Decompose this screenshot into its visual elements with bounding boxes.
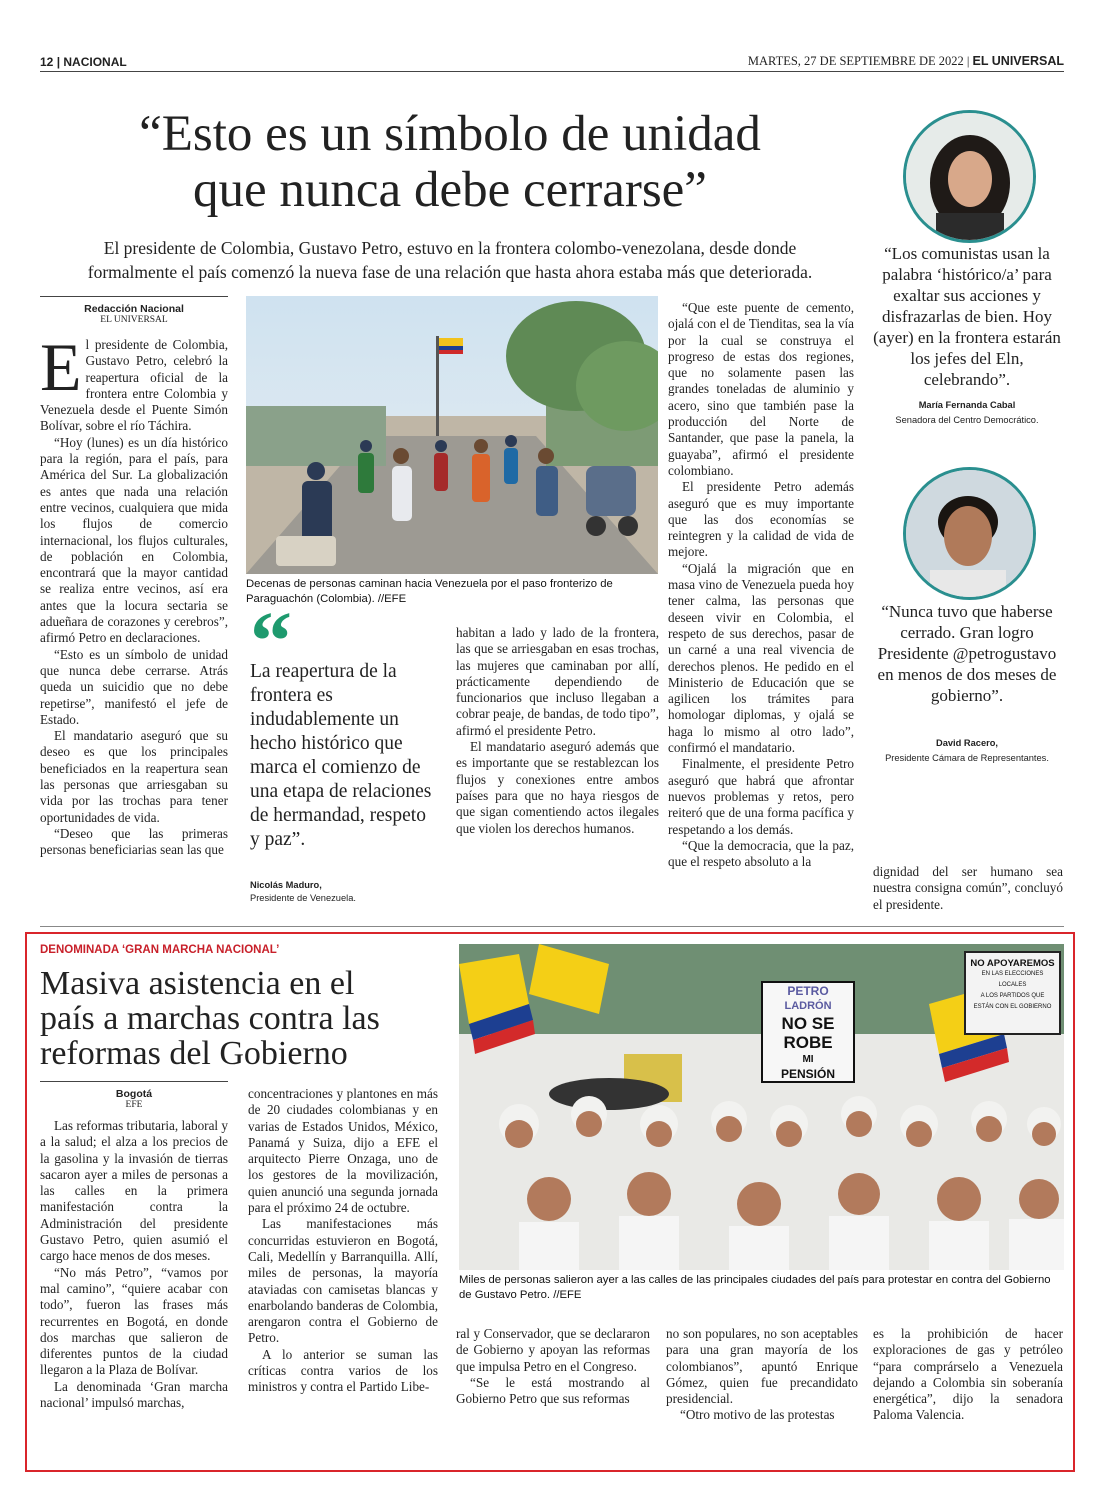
bottom-col-4 — [666, 1326, 858, 1432]
paper-name: EL UNIVERSAL — [972, 54, 1064, 68]
portrait-racero-illustration — [906, 470, 1033, 597]
top-col-1 — [40, 337, 228, 912]
sidebar-quote-2-name: David Racero, — [935, 738, 998, 748]
bottom-byline-city: Bogotá — [115, 1088, 153, 1100]
sidebar-quote-2: “Nunca tuvo que haberse cerrado. Gran logro Presidente @petrogustavo en menos de dos meses de gobierno”. — [877, 602, 1057, 705]
sign2-line-2: EN LAS ELECCIONES LOCALES — [981, 971, 1044, 988]
sign1-line-4: ROBE — [783, 1033, 833, 1052]
byline-org: EL UNIVERSAL — [100, 315, 168, 325]
sign1-line-6: PENSIÓN — [780, 1067, 835, 1081]
dek-line-2: formalmente el país comenzó la nueva fase de una relación que hasta ahora estaba más que deteriorada. — [87, 262, 813, 282]
bottom-col5-paragraph-1: es la prohibición de hacer exploraciones de gas y petróleo “para comprárselo a Venezuela dejando a Colombia sin soberanía energética”, dijo la senadora Paloma Valencia. — [873, 1326, 1063, 1423]
bottom-col3-paragraph-2: “Se le está mostrando al Gobierno Petro que sus reformas — [456, 1374, 650, 1407]
sign1-line-5: MI — [802, 1054, 814, 1065]
protest-photo-caption: Miles de personas salieron ayer a las calles de las principales ciudades del país para protestar en contra del Gobierno de Gustavo Petro. //EFE — [459, 1274, 1051, 1301]
page-dateline: MARTES, 27 DE SEPTIEMBRE DE 2022 | EL UNIVERSAL — [747, 54, 1064, 68]
page-folio: 12 | NACIONAL — [40, 55, 127, 69]
section-divider — [40, 926, 1064, 927]
col1-paragraph-3: “Esto es un símbolo de unidad que nunca debe cerrarse. Atrás queda un suicidio que no debe repetirse”, manifestó el jefe de Estado. — [40, 646, 228, 727]
bottom-col-5 — [873, 1326, 1063, 1432]
protest-photo — [459, 944, 1064, 1270]
bottom-col-1 — [40, 1118, 228, 1430]
sidebar-quote-1-role: Senadora del Centro Democrático. — [895, 415, 1039, 425]
bottom-col2-paragraph-1: concentraciones y plantones en más de 20 ciudades colombianas y en varias de Estados Unidos, México, Panamá y Suiza, dijo a EFE el arquitecto Pierre Onzaga, uno de los gestores de la movilización, quien anunció una segunda jornada para el próximo 24 de octubre. — [248, 1086, 438, 1216]
pull-quote-name: Nicolás Maduro, — [250, 880, 322, 890]
top-photo-caption: Decenas de personas caminan hacia Venezuela por el paso fronterizo de Paraguachón (Colombia). //EFE — [246, 578, 613, 605]
col4-paragraph-1: “Que este puente de cemento, ojalá con el de Tienditas, sea la vía por la cual se construya el progreso de estas dos regiones, que no solamente pasen las grandes toneladas de aluminio y acero, sino que también pase la producción del Norte de Santander, que pase la panela, la guayaba”, afirmó el presidente colombiano. — [668, 300, 854, 478]
bottom-col1-paragraph-3: La denominada ‘Gran marcha nacional’ impulsó marchas, — [40, 1378, 228, 1411]
protest-sign-pension — [762, 984, 854, 1082]
bottom-headline — [40, 966, 450, 1071]
sign2-line-1: NO APOYAREMOS — [970, 958, 1055, 969]
drop-cap: E — [40, 337, 82, 405]
sidebar-quote-2-role: Presidente Cámara de Representantes. — [885, 753, 1049, 763]
col1-paragraph-4: El mandatario aseguró que su deseo es que los principales beneficiados en la reapertura sean las personas que arriesgaban su vida por las trochas para tener oportunidades de vida. — [40, 728, 228, 825]
bottom-headline-line-1: Masiva asistencia en el — [40, 965, 355, 1002]
avatar-racero — [903, 467, 1036, 600]
col5-paragraph: dignidad del ser humano sea nuestra consigna común”, concluyó el presidente. — [873, 864, 1063, 912]
top-headline — [40, 106, 860, 218]
top-dek — [40, 236, 860, 284]
bottom-headline-line-2: país a marchas contra las — [40, 1000, 380, 1037]
bottom-col3-paragraph-1: ral y Conservador, que se declararon de Gobierno y apoyan las reformas que impulsa Petro en el Congreso. — [456, 1326, 650, 1374]
col4-paragraph-5: “Que la democracia, que la paz, que el respeto absoluto a la — [668, 837, 854, 870]
sign2-line-4: ESTÁN CON EL GOBIERNO — [973, 1004, 1052, 1010]
col3-paragraph-1: habitan a lado y lado de la frontera, las que se arriesgaban en esas trochas, las mujeres que caminaban por allí, prácticamente dependiendo de funcionarios que incluso llegaban a cobrar peaje, de bandas, de todo tipo”, afirmó el presidente Petro. — [456, 625, 659, 738]
border-crossing-illustration — [246, 296, 658, 574]
issue-date: MARTES, 27 DE SEPTIEMBRE DE 2022 — [747, 54, 964, 68]
bottom-byline-rule — [40, 1081, 228, 1082]
page-number: 12 — [40, 55, 54, 69]
top-col-5-end — [873, 864, 1063, 913]
pull-quote-text: La reapertura de la frontera es indudablemente un hecho histórico que marca el comienzo de una etapa de relaciones de hermandad, respeto y paz”. — [250, 661, 432, 850]
bottom-headline-line-3: reformas del Gobierno — [40, 1035, 348, 1072]
headline-line-2: que nunca debe cerrarse” — [193, 162, 707, 218]
sidebar-quote-1: “Los comunistas usan la palabra ‘histórico/a’ para exaltar sus acciones y disfrazarlas de bien. Hoy (ayer) en la frontera estarán los jefes del Eln, celebrando”. — [873, 244, 1061, 389]
col3-paragraph-2: El mandatario aseguró además que es importante que se restablezcan los flujos y conexiones entre ambos países para que no haya riesgos de que sigan comentiendo actos ilegales que violen los derechos humanos. — [456, 739, 659, 836]
top-byline — [40, 303, 228, 325]
bottom-byline-org: EFE — [125, 1100, 143, 1110]
headline-line-1: “Esto es un símbolo de unidad — [139, 106, 761, 162]
avatar-cabal — [903, 110, 1036, 243]
border-crossing-photo — [246, 296, 658, 574]
bottom-kicker: DENOMINADA ‘GRAN MARCHA NACIONAL’ — [40, 944, 280, 956]
dek-line-1: El presidente de Colombia, Gustavo Petro, estuvo en la frontera colombo-venezolana, desde donde — [103, 238, 797, 258]
pull-quote-role: Presidente de Venezuela. — [250, 893, 356, 903]
bottom-col4-paragraph-2: “Otro motivo de las protestas — [680, 1407, 835, 1423]
top-col-4 — [668, 300, 854, 913]
col4-paragraph-4: Finalmente, el presidente Petro aseguró que habrá que afrontar nuevos problemas y retos, pero reiteró que de una forma pacífica y respetando a los demás. — [668, 756, 854, 837]
bottom-col2-paragraph-2: Las manifestaciones más concurridas estuvieron en Bogotá, Cali, Medellín y Barranquilla. Allí, miles de personas, la mayoría ataviadas con camisetas blancas y enarbolando banderas de Colombia, arengaron contra el Gobierno de Petro. — [248, 1216, 438, 1346]
bottom-col4-paragraph-1: no son populares, no son aceptables para una gran mayoría de los colombianos”, apuntó Enrique Gómez, quien fue precandidato presidencial. — [666, 1326, 858, 1407]
header-rule — [40, 71, 1064, 72]
sidebar-quote-1-name: María Fernanda Cabal — [918, 400, 1016, 410]
portrait-cabal-illustration — [906, 113, 1033, 240]
col1-paragraph-2: “Hoy (lunes) es un día histórico para la región, para el país, para América del Sur. La globalización es antes que nada una relación entre vecinos, cualquiera que mida los flujos de comercio internacional, los flujos culturales, de población en Colombia, encontrará que la mayor cantidad se realiza entre vecinos, así era antes que la locura sectaria se adueñara de corazones y cerebros”, afirmó Petro en declaraciones. — [40, 434, 228, 646]
bottom-col-2 — [248, 1086, 438, 1431]
bottom-col-3 — [456, 1326, 650, 1432]
protest-sign-elecciones — [967, 958, 1058, 1013]
bottom-col2-paragraph-3: A lo anterior se suman las críticas contra varios de los ministros y contra el Partido Libe- — [248, 1346, 438, 1395]
quote-marks-icon: “ — [250, 595, 292, 688]
section-name: NACIONAL — [63, 55, 127, 69]
sign2-line-3: A LOS PARTIDOS QUE — [980, 993, 1045, 999]
sign1-line-3: NO SE — [781, 1014, 835, 1033]
sign1-line-1: PETRO — [787, 984, 829, 998]
top-col-3 — [456, 625, 659, 913]
byline-rule — [40, 296, 228, 297]
bottom-col1-paragraph-2: “No más Petro”, “vamos por mal camino”, “quiere acabar con todo”, fueron las frases más recurrentes en Bogotá, en donde dos marchas que salieron de diferentes puntos de la ciudad llegaron a la Plaza de Bolívar. — [40, 1264, 228, 1378]
sign1-line-2: LADRÓN — [784, 1000, 832, 1012]
col1-paragraph-1: l presidente de Colombia, Gustavo Petro, celebró la reapertura oficial de la frontera entre Colombia y Venezuela desde el Puente Simón Bolívar, sobre el río Táchira. — [40, 337, 228, 434]
col4-paragraph-3: “Ojalá la migración que en masa vino de Venezuela pueda hoy tener calma, las personas que deseen vivir en Colombia, el respeto de sus derechos, pasar de un carné a una real vivencia de derechos plenos. He pedido en el Ministerio de Educación que se agilicen los trámites para homologar diplomas, y ojalá se haga lo mismo al otro lado”, confirmó el mandatario. — [668, 560, 854, 756]
col4-paragraph-2: El presidente Petro además aseguró que es muy importante que las dos economías se reintegren y la calidad de vida de mejore. — [668, 479, 854, 560]
byline-author: Redacción Nacional — [84, 303, 184, 315]
col1-paragraph-5: “Deseo que las primeras personas beneficiarias sean las que — [40, 825, 228, 858]
bottom-byline — [40, 1088, 228, 1110]
bottom-col1-paragraph-1: Las reformas tributaria, laboral y a la salud; el alza a los precios de la gasolina y la invasión de tierras sacaron ayer a miles de personas a las calles en la primera manifestación contra la Administración del presidente Gustavo Petro, quien asumió el cargo hace menos de dos meses. — [40, 1118, 228, 1264]
